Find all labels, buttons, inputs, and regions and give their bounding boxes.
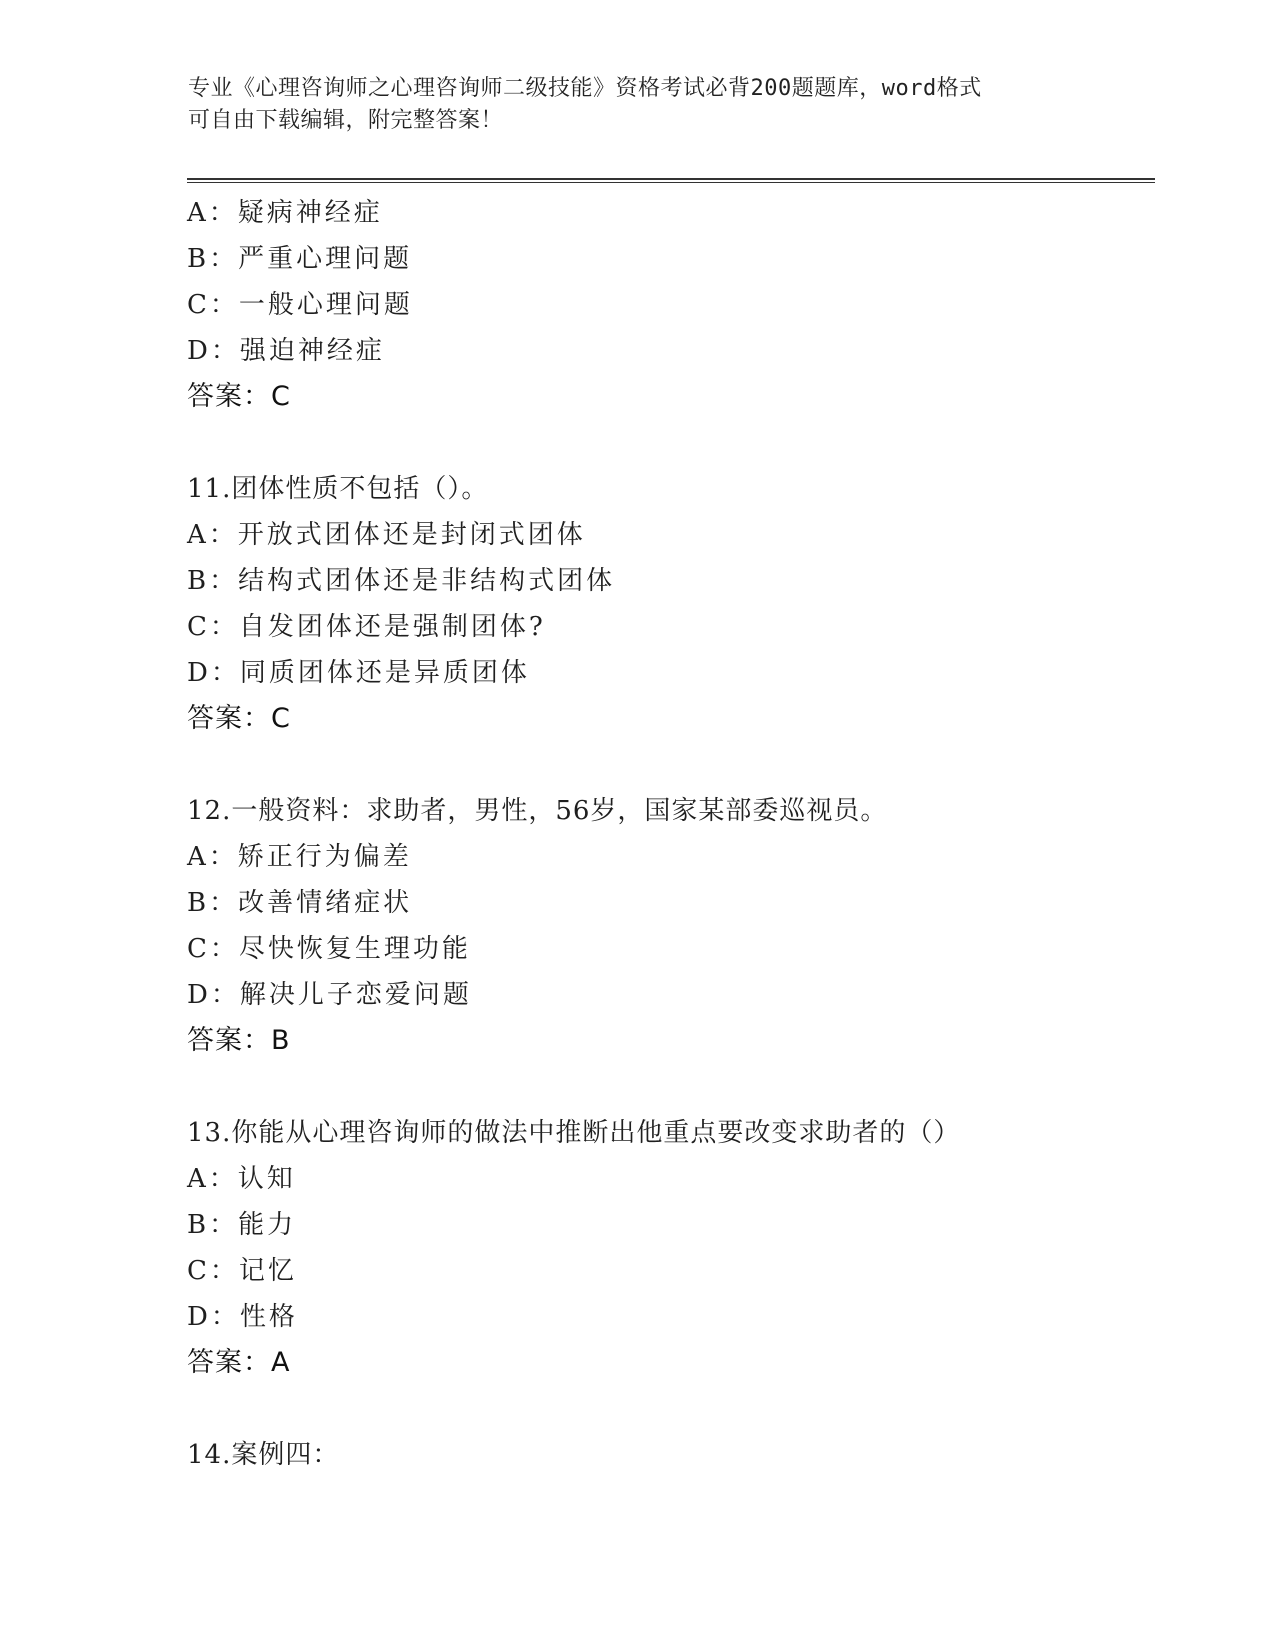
header-divider	[187, 178, 1155, 183]
option-d: D：性格	[187, 1302, 298, 1332]
option-b: B：能力	[187, 1210, 297, 1240]
option-a: A：疑病神经症	[187, 198, 383, 228]
answer-line: 答案：A	[187, 1347, 291, 1378]
question-list	[187, 190, 1147, 1478]
header-line-1: 专业《心理咨询师之心理咨询师二级技能》资格考试必背200题题库，word格式	[188, 76, 982, 101]
option-c: C：自发团体还是强制团体?	[187, 612, 546, 642]
option-c: C：尽快恢复生理功能	[187, 934, 471, 964]
question-12: 12.一般资料：求助者，男性，56岁，国家某部委巡视员。	[187, 796, 888, 826]
option-d: D：解决儿子恋爱问题	[187, 980, 472, 1010]
option-d: D：同质团体还是异质团体	[187, 658, 530, 688]
option-b: B：改善情绪症状	[187, 888, 413, 918]
answer-line: 答案：B	[187, 1025, 291, 1056]
option-b: B：结构式团体还是非结构式团体	[187, 566, 616, 596]
option-c: C：一般心理问题	[187, 290, 413, 320]
header-line-2: 可自由下载编辑，附完整答案！	[188, 108, 504, 133]
question-14: 14.案例四：	[187, 1440, 340, 1470]
option-c: C：记忆	[187, 1256, 297, 1286]
document-header	[188, 73, 1088, 137]
option-a: A：矫正行为偏差	[187, 842, 412, 872]
answer-line: 答案：C	[187, 703, 291, 734]
option-d: D：强迫神经症	[187, 336, 385, 366]
question-11: 11.团体性质不包括（）。	[187, 474, 489, 504]
option-b: B：严重心理问题	[187, 244, 413, 274]
answer-line: 答案：C	[187, 381, 291, 412]
option-a: A：开放式团体还是封闭式团体	[187, 520, 586, 550]
option-a: A：认知	[187, 1164, 296, 1194]
question-13: 13.你能从心理咨询师的做法中推断出他重点要改变求助者的（）	[187, 1118, 961, 1148]
